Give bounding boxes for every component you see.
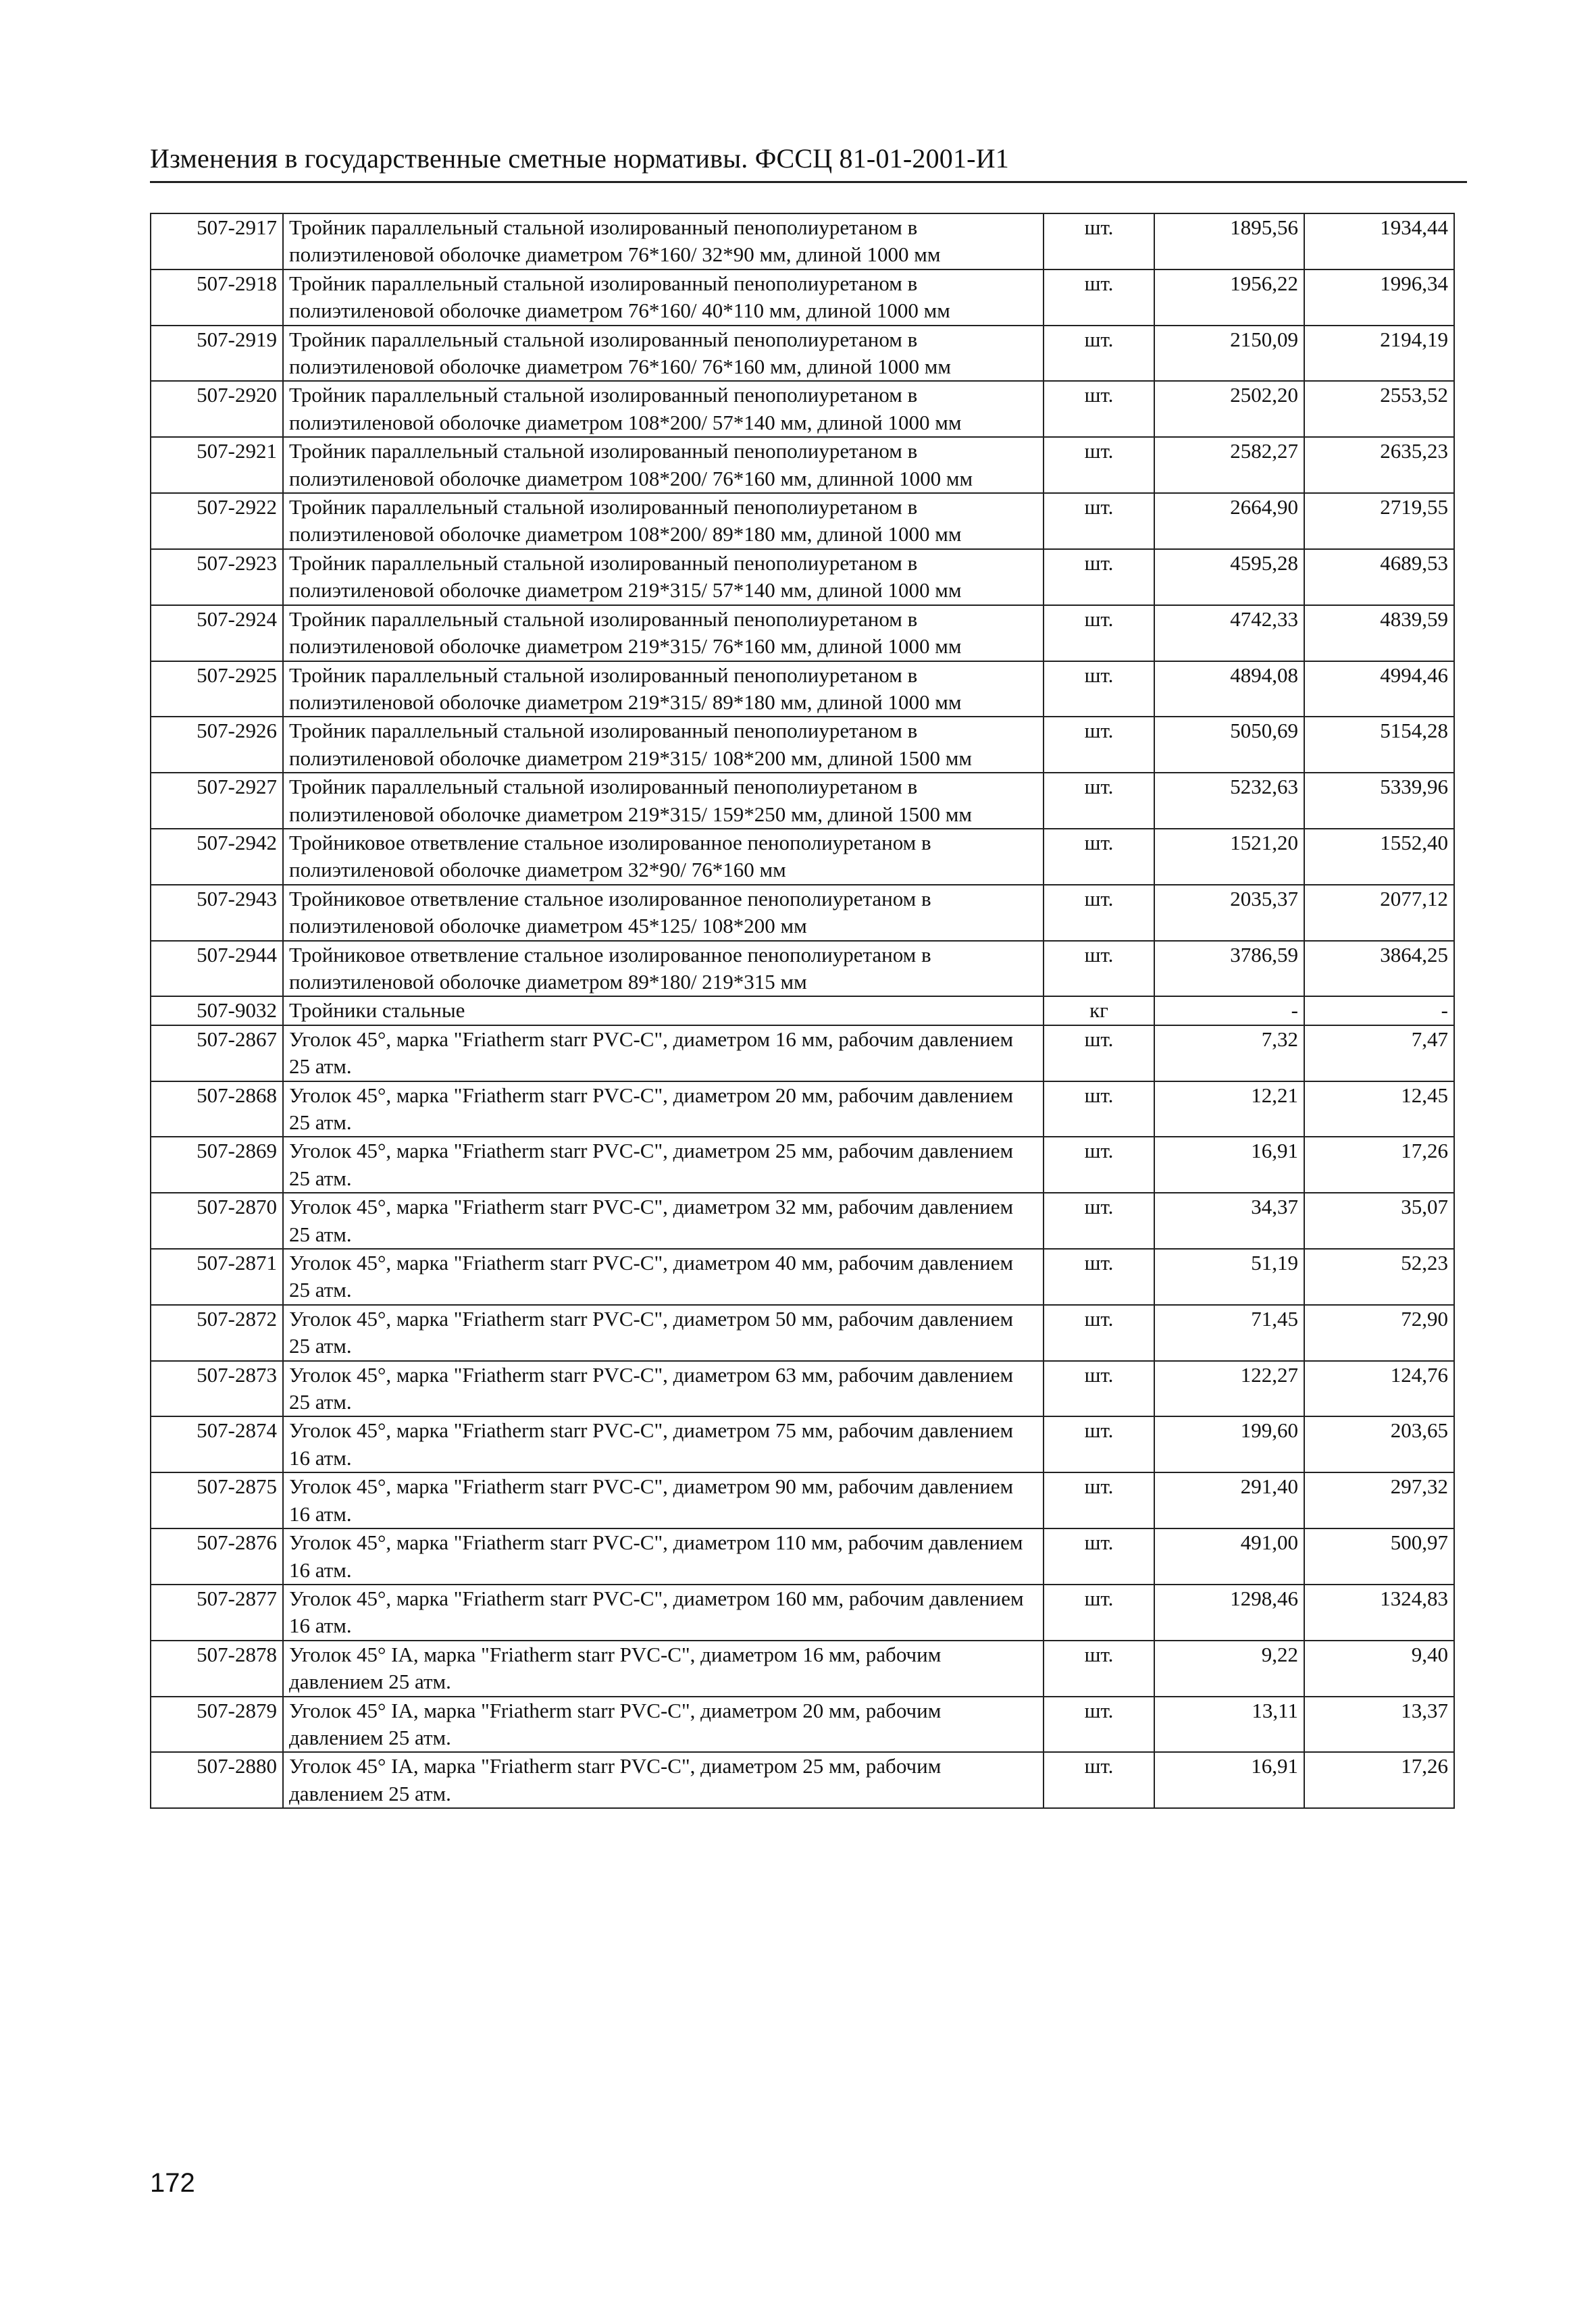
table-row [151,661,1454,717]
cell-name: Тройниковое ответвление стальное изолированное пенополиуретаном в полиэтиленовой оболочке диаметром 89*180/ 219*315 мм [283,941,1044,997]
table-row [151,269,1454,326]
cell-name: Тройник параллельный стальной изолированный пенополиуретаном в полиэтиленовой оболочке диаметром 76*160/ 40*110 мм, длиной 1000 мм [283,269,1044,326]
cell-price-1: 2150,09 [1154,326,1304,382]
cell-unit: шт. [1044,773,1154,829]
cell-code: 507-2922 [151,493,283,549]
cell-name: Уголок 45°, марка "Friatherm starr PVC-C", диаметром 160 мм, рабочим давлением 16 атм. [283,1585,1044,1641]
cell-price-2: 5339,96 [1304,773,1454,829]
table-row [151,326,1454,382]
table-row [151,381,1454,437]
cell-price-2: 35,07 [1304,1193,1454,1249]
cell-price-2: 297,32 [1304,1472,1454,1528]
table-row [151,717,1454,773]
cell-price-1: 51,19 [1154,1249,1304,1305]
cell-price-1: 7,32 [1154,1025,1304,1081]
cell-price-1: 16,91 [1154,1137,1304,1193]
cell-code: 507-2871 [151,1249,283,1305]
table-row [151,1305,1454,1361]
cell-code: 507-2943 [151,885,283,941]
cell-price-1: 2502,20 [1154,381,1304,437]
cell-name: Тройник параллельный стальной изолированный пенополиуретаном в полиэтиленовой оболочке диаметром 108*200/ 89*180 мм, длиной 1000 мм [283,493,1044,549]
cell-unit: шт. [1044,493,1154,549]
cell-code: 507-2942 [151,829,283,885]
cell-name: Тройник параллельный стальной изолированный пенополиуретаном в полиэтиленовой оболочке диаметром 219*315/ 159*250 мм, длиной 1500 мм [283,773,1044,829]
cell-unit: шт. [1044,1081,1154,1137]
cell-code: 507-2872 [151,1305,283,1361]
cell-name: Тройник параллельный стальной изолированный пенополиуретаном в полиэтиленовой оболочке диаметром 219*315/ 57*140 мм, длиной 1000 мм [283,549,1044,605]
table-row [151,1025,1454,1081]
cell-price-1: 9,22 [1154,1641,1304,1697]
cell-price-1: - [1154,996,1304,1025]
cell-unit: шт. [1044,381,1154,437]
cell-price-2: 2635,23 [1304,437,1454,493]
cell-unit: шт. [1044,829,1154,885]
cell-price-1: 12,21 [1154,1081,1304,1137]
cell-name: Уголок 45°, марка "Friatherm starr PVC-C", диаметром 16 мм, рабочим давлением 25 атм. [283,1025,1044,1081]
cell-code: 507-2927 [151,773,283,829]
cell-unit: шт. [1044,661,1154,717]
cell-name: Тройник параллельный стальной изолированный пенополиуретаном в полиэтиленовой оболочке диаметром 219*315/ 89*180 мм, длиной 1000 мм [283,661,1044,717]
cell-unit: шт. [1044,1361,1154,1417]
cell-price-1: 71,45 [1154,1305,1304,1361]
cell-unit: шт. [1044,1641,1154,1697]
cell-code: 507-2918 [151,269,283,326]
table-row [151,1137,1454,1193]
cell-unit: шт. [1044,717,1154,773]
cell-unit: шт. [1044,1697,1154,1753]
cell-unit: шт. [1044,1416,1154,1472]
cell-price-2: 17,26 [1304,1752,1454,1808]
cell-unit: шт. [1044,1472,1154,1528]
cell-unit: шт. [1044,885,1154,941]
header-rule [150,181,1467,183]
cell-name: Тройник параллельный стальной изолированный пенополиуретаном в полиэтиленовой оболочке диаметром 76*160/ 76*160 мм, длиной 1000 мм [283,326,1044,382]
cell-unit: шт. [1044,326,1154,382]
cell-price-2: 2719,55 [1304,493,1454,549]
cell-unit: шт. [1044,549,1154,605]
cell-name: Тройники стальные [283,996,1044,1025]
table-row [151,1193,1454,1249]
table-row [151,1585,1454,1641]
cell-price-1: 4595,28 [1154,549,1304,605]
cell-price-1: 491,00 [1154,1528,1304,1585]
cell-price-1: 34,37 [1154,1193,1304,1249]
cell-name: Уголок 45°, марка "Friatherm starr PVC-C", диаметром 63 мм, рабочим давлением 25 атм. [283,1361,1044,1417]
table-row [151,1697,1454,1753]
table-row [151,605,1454,661]
cell-code: 507-2876 [151,1528,283,1585]
cell-price-2: 1996,34 [1304,269,1454,326]
cell-unit: шт. [1044,1585,1154,1641]
cell-unit: шт. [1044,1528,1154,1585]
cell-name: Тройник параллельный стальной изолированный пенополиуретаном в полиэтиленовой оболочке диаметром 76*160/ 32*90 мм, длиной 1000 мм [283,213,1044,269]
cell-price-2: 124,76 [1304,1361,1454,1417]
cell-price-2: 5154,28 [1304,717,1454,773]
cell-name: Тройник параллельный стальной изолированный пенополиуретаном в полиэтиленовой оболочке диаметром 108*200/ 76*160 мм, длинной 1000 мм [283,437,1044,493]
cell-code: 507-9032 [151,996,283,1025]
table-row [151,1361,1454,1417]
cell-name: Уголок 45° IA, марка "Friatherm starr PVC-C", диаметром 25 мм, рабочим давлением 25 атм. [283,1752,1044,1808]
cell-code: 507-2924 [151,605,283,661]
cell-code: 507-2921 [151,437,283,493]
cell-code: 507-2920 [151,381,283,437]
cell-name: Уголок 45°, марка "Friatherm starr PVC-C", диаметром 20 мм, рабочим давлением 25 атм. [283,1081,1044,1137]
table-row [151,1081,1454,1137]
cell-code: 507-2870 [151,1193,283,1249]
table-row [151,996,1454,1025]
cell-code: 507-2875 [151,1472,283,1528]
table-body [151,213,1454,1808]
cell-unit: шт. [1044,605,1154,661]
cell-name: Уголок 45°, марка "Friatherm starr PVC-C", диаметром 32 мм, рабочим давлением 25 атм. [283,1193,1044,1249]
cell-code: 507-2867 [151,1025,283,1081]
cell-name: Тройниковое ответвление стальное изолированное пенополиуретаном в полиэтиленовой оболочке диаметром 32*90/ 76*160 мм [283,829,1044,885]
cell-code: 507-2919 [151,326,283,382]
cell-code: 507-2879 [151,1697,283,1753]
table-row [151,773,1454,829]
cell-price-2: 72,90 [1304,1305,1454,1361]
cell-price-1: 2582,27 [1154,437,1304,493]
cell-code: 507-2869 [151,1137,283,1193]
cell-price-2: 12,45 [1304,1081,1454,1137]
cell-code: 507-2923 [151,549,283,605]
cell-price-1: 1298,46 [1154,1585,1304,1641]
table-row [151,1752,1454,1808]
cell-code: 507-2877 [151,1585,283,1641]
cell-name: Уголок 45°, марка "Friatherm starr PVC-C", диаметром 90 мм, рабочим давлением 16 атм. [283,1472,1044,1528]
cell-price-1: 16,91 [1154,1752,1304,1808]
cell-price-1: 1521,20 [1154,829,1304,885]
cell-code: 507-2873 [151,1361,283,1417]
table-row [151,437,1454,493]
cell-unit: шт. [1044,941,1154,997]
cell-code: 507-2944 [151,941,283,997]
cell-price-2: 2077,12 [1304,885,1454,941]
table-row [151,1641,1454,1697]
cell-price-2: 4839,59 [1304,605,1454,661]
cell-code: 507-2874 [151,1416,283,1472]
cell-name: Уголок 45°, марка "Friatherm starr PVC-C", диаметром 40 мм, рабочим давлением 25 атм. [283,1249,1044,1305]
cell-price-2: - [1304,996,1454,1025]
cell-unit: шт. [1044,1752,1154,1808]
cell-price-2: 2553,52 [1304,381,1454,437]
cell-price-2: 500,97 [1304,1528,1454,1585]
cell-price-1: 122,27 [1154,1361,1304,1417]
cell-price-1: 4894,08 [1154,661,1304,717]
cell-unit: шт. [1044,1305,1154,1361]
cell-name: Уголок 45°, марка "Friatherm starr PVC-C", диаметром 75 мм, рабочим давлением 16 атм. [283,1416,1044,1472]
cell-price-2: 1934,44 [1304,213,1454,269]
cell-price-1: 5232,63 [1154,773,1304,829]
cell-price-2: 3864,25 [1304,941,1454,997]
table-row [151,549,1454,605]
table-row [151,213,1454,269]
cell-code: 507-2880 [151,1752,283,1808]
cell-price-1: 4742,33 [1154,605,1304,661]
cell-name: Уголок 45° IA, марка "Friatherm starr PVC-C", диаметром 20 мм, рабочим давлением 25 атм. [283,1697,1044,1753]
table-row [151,829,1454,885]
cell-price-2: 52,23 [1304,1249,1454,1305]
cell-name: Тройник параллельный стальной изолированный пенополиуретаном в полиэтиленовой оболочке диаметром 108*200/ 57*140 мм, длиной 1000 мм [283,381,1044,437]
cell-name: Уголок 45° IA, марка "Friatherm starr PVC-C", диаметром 16 мм, рабочим давлением 25 атм. [283,1641,1044,1697]
table-row [151,493,1454,549]
price-table [150,213,1455,1809]
cell-code: 507-2868 [151,1081,283,1137]
cell-unit: шт. [1044,1137,1154,1193]
cell-price-1: 1895,56 [1154,213,1304,269]
cell-name: Уголок 45°, марка "Friatherm starr PVC-C", диаметром 110 мм, рабочим давлением 16 атм. [283,1528,1044,1585]
cell-price-2: 203,65 [1304,1416,1454,1472]
cell-unit: шт. [1044,269,1154,326]
cell-price-2: 2194,19 [1304,326,1454,382]
cell-price-2: 1552,40 [1304,829,1454,885]
cell-price-1: 2035,37 [1154,885,1304,941]
cell-price-1: 1956,22 [1154,269,1304,326]
table-row [151,941,1454,997]
page-header: Изменения в государственные сметные нормативы. ФССЦ 81-01-2001-И1 [150,143,1009,174]
cell-code: 507-2878 [151,1641,283,1697]
table-row [151,1249,1454,1305]
cell-price-1: 5050,69 [1154,717,1304,773]
cell-unit: шт. [1044,1025,1154,1081]
cell-price-2: 17,26 [1304,1137,1454,1193]
table-row [151,1416,1454,1472]
cell-unit: шт. [1044,1193,1154,1249]
cell-price-2: 4689,53 [1304,549,1454,605]
table-row [151,885,1454,941]
cell-unit: шт. [1044,437,1154,493]
cell-name: Уголок 45°, марка "Friatherm starr PVC-C", диаметром 50 мм, рабочим давлением 25 атм. [283,1305,1044,1361]
table-row [151,1528,1454,1585]
cell-price-1: 199,60 [1154,1416,1304,1472]
cell-name: Тройник параллельный стальной изолированный пенополиуретаном в полиэтиленовой оболочке диаметром 219*315/ 108*200 мм, длиной 1500 мм [283,717,1044,773]
cell-unit: кг [1044,996,1154,1025]
cell-price-1: 291,40 [1154,1472,1304,1528]
cell-price-1: 2664,90 [1154,493,1304,549]
page-number: 172 [150,2168,195,2198]
cell-price-2: 4994,46 [1304,661,1454,717]
cell-price-1: 3786,59 [1154,941,1304,997]
cell-code: 507-2925 [151,661,283,717]
cell-price-2: 7,47 [1304,1025,1454,1081]
cell-name: Тройник параллельный стальной изолированный пенополиуретаном в полиэтиленовой оболочке диаметром 219*315/ 76*160 мм, длиной 1000 мм [283,605,1044,661]
cell-code: 507-2917 [151,213,283,269]
cell-unit: шт. [1044,1249,1154,1305]
cell-price-1: 13,11 [1154,1697,1304,1753]
cell-price-2: 1324,83 [1304,1585,1454,1641]
cell-name: Уголок 45°, марка "Friatherm starr PVC-C", диаметром 25 мм, рабочим давлением 25 атм. [283,1137,1044,1193]
cell-price-2: 9,40 [1304,1641,1454,1697]
table-row [151,1472,1454,1528]
cell-price-2: 13,37 [1304,1697,1454,1753]
cell-unit: шт. [1044,213,1154,269]
cell-name: Тройниковое ответвление стальное изолированное пенополиуретаном в полиэтиленовой оболочке диаметром 45*125/ 108*200 мм [283,885,1044,941]
cell-code: 507-2926 [151,717,283,773]
